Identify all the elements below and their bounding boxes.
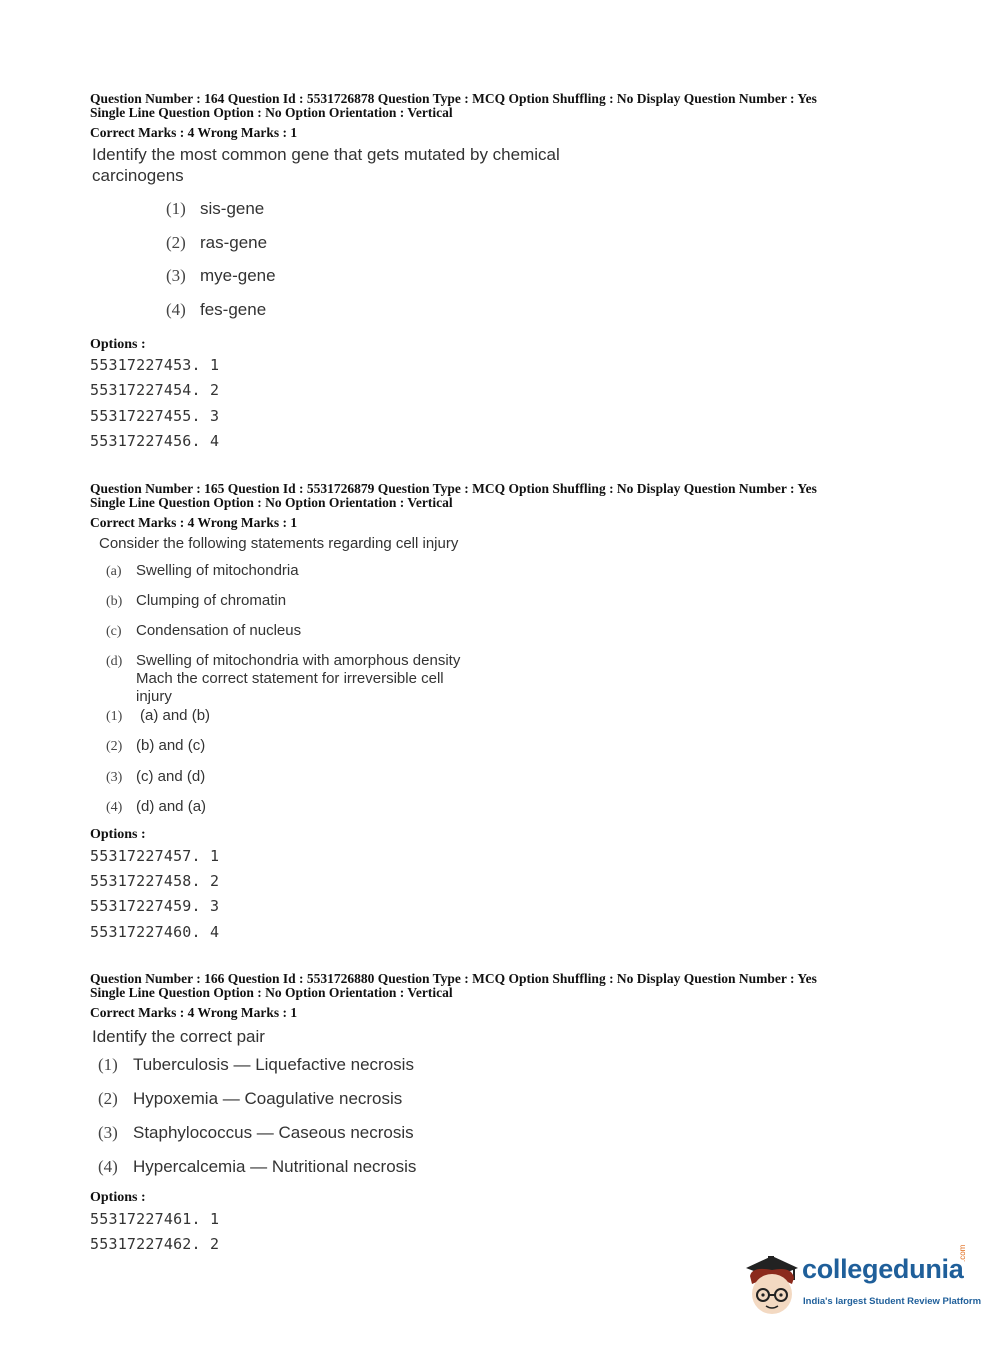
collegedunia-logo: [742, 1244, 982, 1320]
choice-item: [98, 1089, 402, 1109]
question-meta-line1: Question Number : 166 Question Id : 5531726880 Question Type : MCQ Option Shuffling : No Display Question Number : Yes: [90, 971, 817, 986]
choice-item: [106, 707, 210, 725]
logo-tagline: India's largest Student Review Platform: [803, 1296, 982, 1307]
question-stem-line2: carcinogens: [92, 166, 184, 185]
choice-item: [106, 798, 206, 816]
statement-letter: (c): [106, 624, 122, 639]
choice-text: Tuberculosis — Liquefactive necrosis: [133, 1055, 414, 1074]
statement-text: Swelling of mitochondria with amorphous density: [136, 652, 461, 669]
choice-item: [98, 1123, 414, 1143]
choice-item: [98, 1157, 416, 1177]
choice-number: (4): [106, 800, 123, 815]
choice-text: Staphylococcus — Caseous necrosis: [133, 1123, 414, 1142]
choice-item: [166, 266, 276, 286]
question-marks: Correct Marks : 4 Wrong Marks : 1: [90, 125, 298, 140]
choice-number: (1): [166, 199, 186, 218]
choice-text: mye-gene: [200, 266, 276, 285]
choice-item: [106, 768, 205, 786]
logo-wordmark: collegedunia: [802, 1254, 964, 1284]
option-code: 55317227455. 3: [90, 407, 220, 425]
choice-number: (2): [166, 233, 186, 252]
choice-number: (4): [98, 1157, 118, 1176]
choice-text: (c) and (d): [136, 768, 206, 785]
question-meta-line2: Single Line Question Option : No Option Orientation : Vertical: [90, 985, 453, 1000]
mascot-icon: [742, 1250, 800, 1318]
choice-item: [166, 233, 267, 253]
statement-item: [106, 592, 286, 610]
choice-text: (b) and (c): [136, 737, 206, 754]
choice-text: sis-gene: [200, 199, 265, 218]
option-code: 55317227460. 4: [90, 923, 220, 941]
option-code: 55317227462. 2: [90, 1235, 220, 1253]
logo-suffix: .com: [958, 1244, 967, 1262]
question-instruction-line2: injury: [136, 688, 172, 705]
option-code: 55317227454. 2: [90, 381, 220, 399]
question-meta-line1: Question Number : 164 Question Id : 5531726878 Question Type : MCQ Option Shuffling : No Display Question Number : Yes: [90, 91, 817, 106]
question-meta-line2: Single Line Question Option : No Option Orientation : Vertical: [90, 495, 453, 510]
question-marks: Correct Marks : 4 Wrong Marks : 1: [90, 515, 298, 530]
question-stem: Consider the following statements regarding cell injury: [99, 535, 459, 552]
option-code: 55317227453. 1: [90, 356, 220, 374]
choice-text: (a) and (b): [140, 707, 211, 724]
choice-number: (3): [166, 266, 186, 285]
choice-number: (3): [98, 1123, 118, 1142]
statement-item: [106, 652, 460, 670]
question-stem-line1: Identify the most common gene that gets mutated by chemical: [92, 145, 560, 164]
choice-text: Hypoxemia — Coagulative necrosis: [133, 1089, 403, 1108]
choice-item: [98, 1055, 414, 1075]
option-code: 55317227459. 3: [90, 897, 220, 915]
statement-item: [106, 562, 299, 580]
choice-number: (1): [98, 1055, 118, 1074]
choice-text: Hypercalcemia — Nutritional necrosis: [133, 1157, 417, 1176]
choice-text: ras-gene: [200, 233, 268, 252]
option-code: 55317227457. 1: [90, 847, 220, 865]
choice-number: (1): [106, 709, 123, 724]
choice-text: fes-gene: [200, 300, 267, 319]
statement-letter: (a): [106, 564, 122, 579]
statement-text: Condensation of nucleus: [136, 622, 302, 639]
choice-number: (3): [106, 770, 123, 785]
question-meta-line2: Single Line Question Option : No Option Orientation : Vertical: [90, 105, 453, 120]
option-code: 55317227458. 2: [90, 872, 220, 890]
statement-letter: (b): [106, 594, 123, 609]
option-code: 55317227461. 1: [90, 1210, 220, 1228]
choice-number: (2): [106, 739, 123, 754]
options-label: Options :: [90, 1190, 146, 1205]
choice-number: (2): [98, 1089, 118, 1108]
choice-item: [166, 300, 266, 320]
question-meta-line1: Question Number : 165 Question Id : 5531726879 Question Type : MCQ Option Shuffling : No Display Question Number : Yes: [90, 481, 817, 496]
question-marks: Correct Marks : 4 Wrong Marks : 1: [90, 1005, 298, 1020]
options-label: Options :: [90, 337, 146, 352]
choice-text: (d) and (a): [136, 798, 207, 815]
question-stem: Identify the correct pair: [92, 1027, 265, 1046]
choice-item: [166, 199, 264, 219]
choice-item: [106, 737, 205, 755]
question-instruction-line1: Mach the correct statement for irreversible cell: [136, 670, 444, 687]
statement-text: Swelling of mitochondria: [136, 562, 299, 579]
choice-number: (4): [166, 300, 186, 319]
statement-item: [106, 622, 301, 640]
option-code: 55317227456. 4: [90, 432, 220, 450]
statement-letter: (d): [106, 654, 123, 669]
options-label: Options :: [90, 827, 146, 842]
statement-text: Clumping of chromatin: [136, 592, 287, 609]
